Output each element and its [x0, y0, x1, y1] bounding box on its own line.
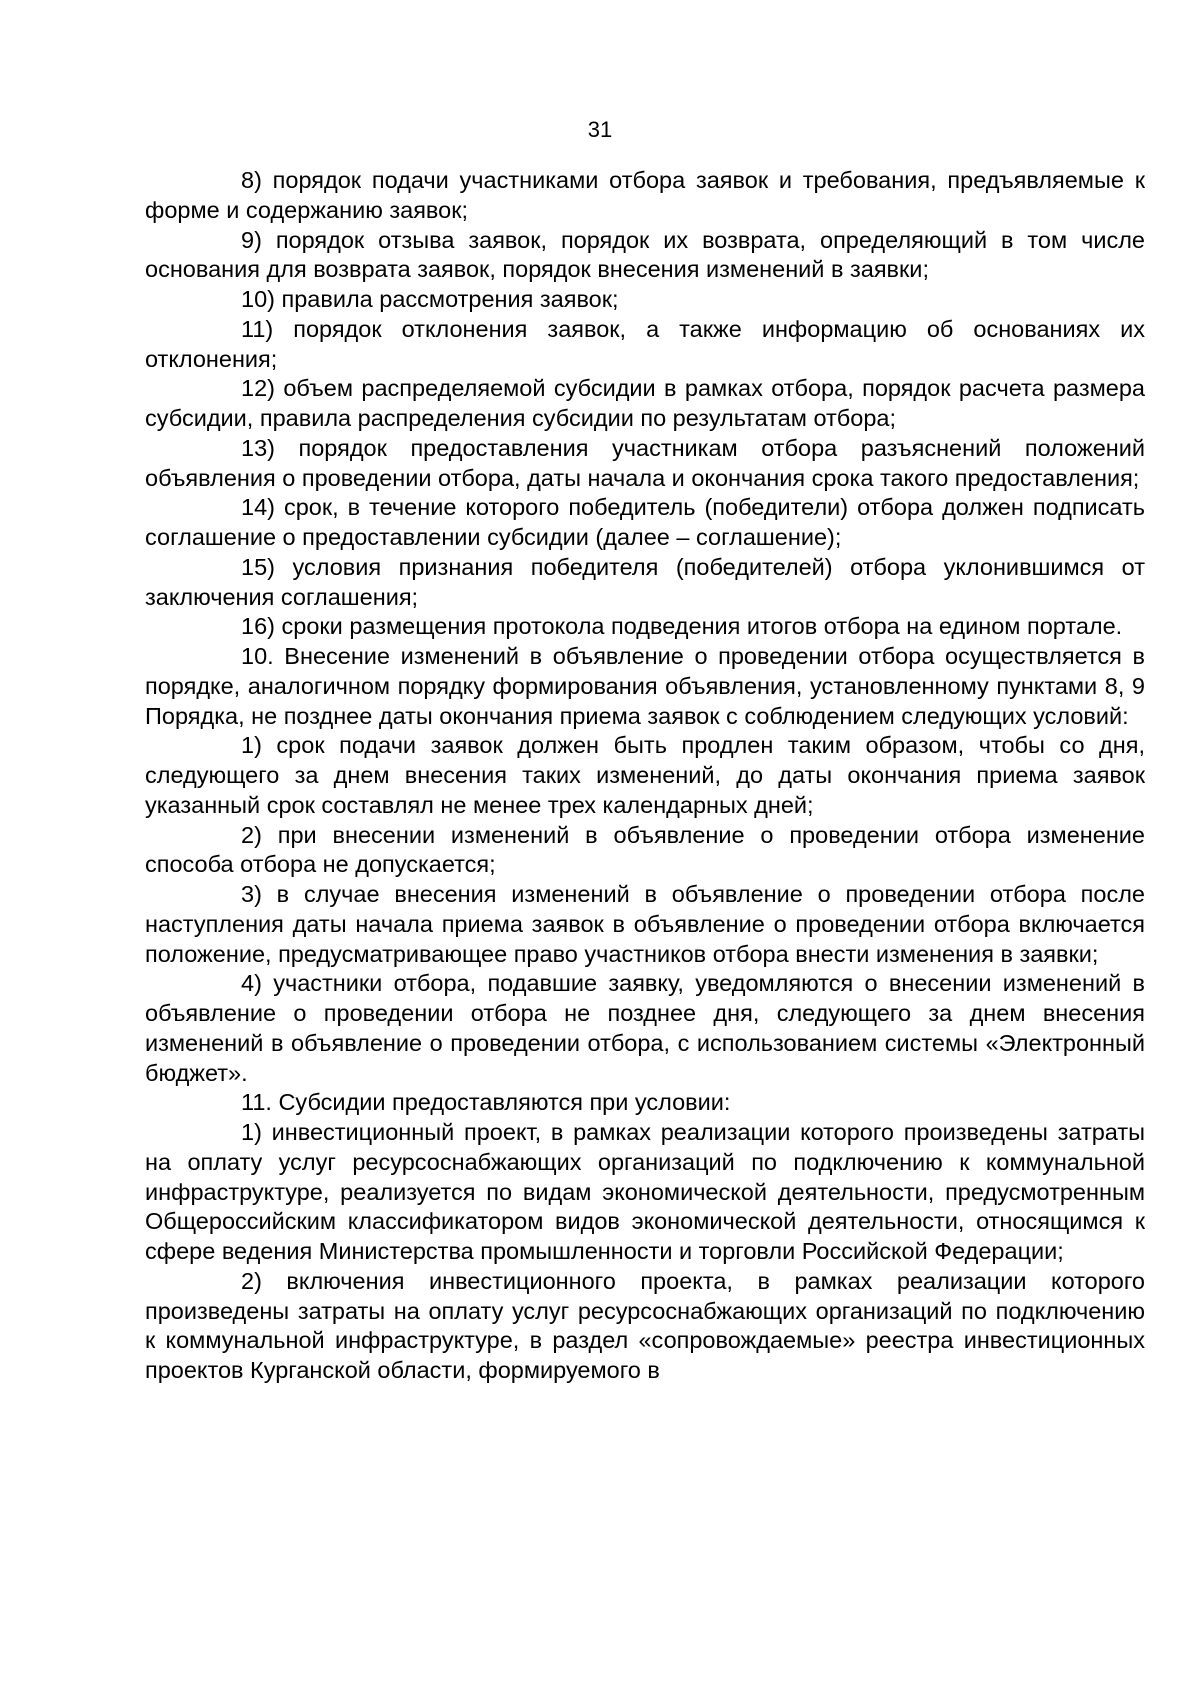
paragraph-section-11: 11. Субсидии предоставляются при условии:	[241, 1089, 731, 1116]
paragraph-item-11: 11) порядок отклонения заявок, а также информацию об основаниях их отклонения;	[145, 315, 1145, 372]
paragraph-condition-3: 3) в случае внесения изменений в объявление о проведении отбора после наступления даты начала приема заявок в объявление о проведении отбора включается положение, предусматривающее право участников отбора внести изменения в заявки;	[145, 881, 1145, 967]
paragraph-condition-1: 1) срок подачи заявок должен быть продлен таким образом, чтобы со дня, следующего за днем внесения таких изменений, до даты окончания приема заявок указанный срок составлял не менее трех календарных дней;	[145, 732, 1145, 818]
paragraph-item-14: 14) срок, в течение которого победитель (победители) отбора должен подписать соглашение о предоставлении субсидии (далее – соглашение);	[145, 494, 1145, 550]
paragraph-section-10: 10. Внесение изменений в объявление о проведении отбора осуществляется в порядке, аналогичном порядку формирования объявления, установленному пунктами 8, 9 Порядка, не позднее даты окончания приема заявок с соблюдением следующих условий:	[145, 643, 1145, 729]
paragraph-subsidy-condition-1: 1) инвестиционный проект, в рамках реализации которого произведены затраты на оплату услуг ресурсоснабжающих организаций по подключению к коммунальной инфраструктуре, реализуется по видам экономической деятельности, предусмотренным Общероссийским классификатором видов экономической деятельности, относящимся к сфере ведения Министерства промышленности и торговли Российской Федерации;	[145, 1119, 1145, 1264]
paragraph-item-9: 9) порядок отзыва заявок, порядок их возврата, определяющий в том числе основания для возврата заявок, порядок внесения изменений в заявки;	[145, 226, 1145, 283]
paragraph-item-8: 8) порядок подачи участниками отбора заявок и требования, предъявляемые к форме и содержанию заявок;	[145, 167, 1145, 223]
paragraph-condition-4: 4) участники отбора, подавшие заявку, уведомляются о внесении изменений в объявление о проведении отбора не позднее дня, следующего за днем внесения изменений в объявление о проведении отбора, с использованием системы «Электронный бюджет».	[145, 970, 1145, 1086]
paragraph-item-10: 10) правила рассмотрения заявок;	[241, 286, 619, 312]
page-number: 31	[587, 117, 613, 142]
paragraph-item-15: 15) условия признания победителя (победителей) отбора уклонившимся от заключения соглашения;	[145, 553, 1145, 610]
paragraph-condition-2: 2) при внесении изменений в объявление о проведении отбора изменение способа отбора не допускается;	[145, 821, 1145, 878]
paragraph-item-13: 13) порядок предоставления участникам отбора разъяснений положений объявления о проведении отбора, даты начала и окончания срока такого предоставления;	[145, 434, 1145, 491]
paragraph-item-12: 12) объем распределяемой субсидии в рамках отбора, порядок расчета размера субсидии, правила распределения субсидии по результатам отбора;	[145, 375, 1145, 431]
paragraph-item-16: 16) сроки размещения протокола подведения итогов отбора на едином портале.	[241, 613, 1123, 640]
document-body	[145, 166, 1145, 1386]
paragraph-subsidy-condition-2: 2) включения инвестиционного проекта, в рамках реализации которого произведены затраты на оплату услуг ресурсоснабжающих организаций по подключению к коммунальной инфраструктуре, в раздел «сопровождаемые» реестра инвестиционных проектов Курганской области, формируемого в	[145, 1267, 1145, 1383]
